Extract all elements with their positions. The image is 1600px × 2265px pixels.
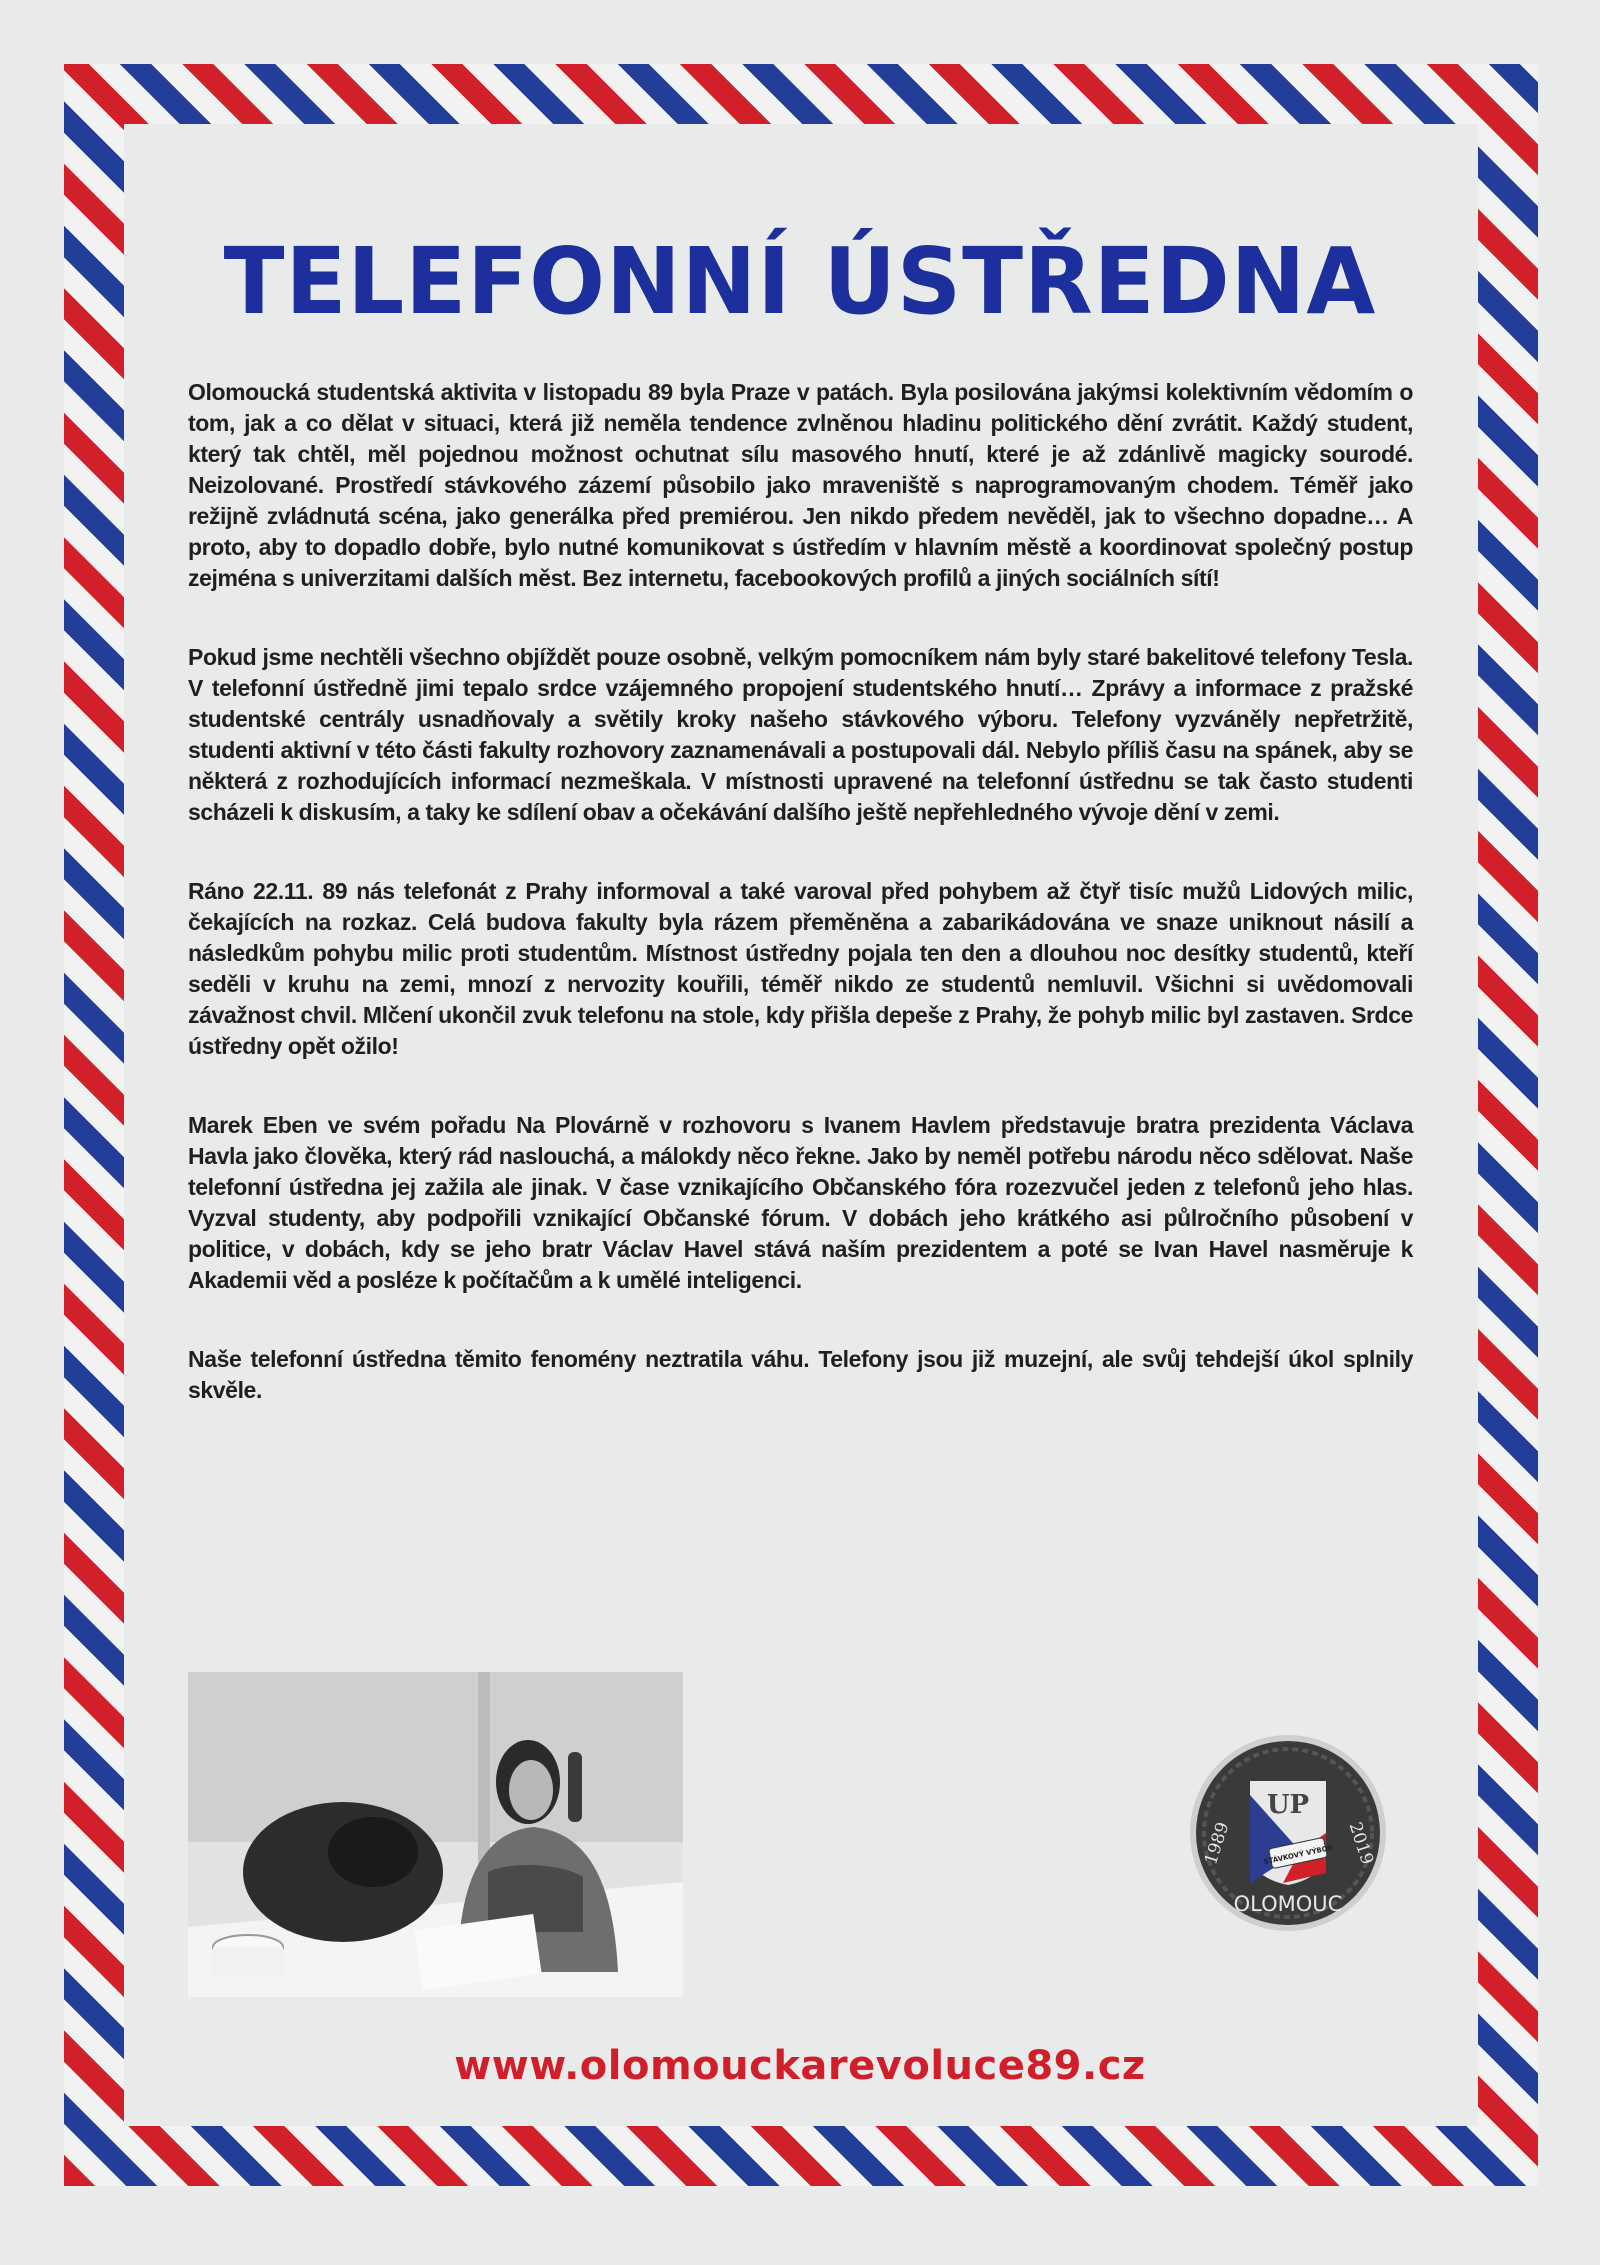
paragraph-4: Marek Eben ve svém pořadu Na Plovárně v rozhovoru s Ivanem Havlem představuje bratra prezidenta Václava Havla jako člověka, který rád naslouchá, a málokdy něco řekne. Jako by neměl potřebu národu něco sdělovat. Naše telefonní ústředna jej zažila ale jinak. V čase vznikajícího Občanského fóra rozezvučel jeden z telefonů jeho hlas. Vyzval studenty, aby podpořili vznikající Občanské fórum. V dobách jeho krátkého asi půlročního působení v politice, v dobách, kdy se jeho bratr Václav Havel stává naším prezidentem a poté se Ivan Havel nasměruje k Akademii věd a posléze k počítačům a k umělé inteligenci. [188,1112,1413,1293]
badge-year-left: 1989 [1201,1819,1234,1868]
svg-text:UP: UP [1266,1790,1310,1820]
paragraph-2: Pokud jsme nechtěli všechno objíždět pouze osobně, velkým pomocníkem nám byly staré bakelitové telefony Tesla. V telefonní ústředně jimi tepalo srdce vzájemného propojení studentského hnutí… Zprávy a informace z pražské studentské centrály usnadňovaly a světily kroky našeho stávkového výboru. Telefony vyzváněly nepřetržitě, studenti aktivní v této části fakulty rozhovory zaznamenávali a postupovali dál. Nebylo příliš času na spánek, aby se některá z rozhodujících informací nezmeškala. V místnosti upravené na telefonní ústřednu se tak často studenti scházeli k diskusím, a taky ke sdílení obav a očekávání dalšího ještě nepřehledného vývoje dění v zemi. [188,644,1413,825]
badge-year-right: 2019 [1344,1819,1377,1868]
badge-city: OLOMOUC [1233,1892,1343,1916]
paragraph-5: Naše telefonní ústředna těmito fenomény neztratila váhu. Telefony jsou již muzejní, ale svůj tehdejší úkol splnily skvěle. [188,1346,1413,1403]
badge-label: STÁVKOVÝ VÝBOR [1263,1843,1334,1867]
archival-photo [188,1672,683,1997]
paragraph-3: Ráno 22.11. 89 nás telefonát z Prahy informoval a také varoval před pohybem až čtyř tisíc mužů Lidových milic, čekajících na rozkaz. Celá budova fakulty byla rázem přeměněna a zabarikádována ve snaze uniknout násilí a následkům pohybu milic proti studentům. Místnost ústředny pojala ten den a dlouhou noc desítky studentů, kteří seděli v kruhu na zemi, mnozí z nervozity kouřili, téměř nikdo ze studentů nemluvil. Všichni si uvědomovali závažnost chvil. Mlčení ukončil zvuk telefonu na stole, kdy přišla depeše z Prahy, že pohyb milic byl zastaven. Srdce ústředny opět ožilo! [188,878,1413,1059]
strike-committee-badge [1188,1733,1388,1933]
website-url[interactable]: www.olomouckarevoluce89.cz [454,2043,1146,2089]
paragraph-1: Olomoucká studentská aktivita v listopadu 89 byla Praze v patách. Byla posilována jakýmsi kolektivním vědomím o tom, jak a co dělat v situaci, která již neměla tendence zvlněnou hladinu politického dění zvrátit. Každý student, který tak chtěl, měl pojednou možnost ochutnat sílu masového hnutí, které je až zdánlivě magicky sourodé. Neizolované. Prostředí stávkového zázemí působilo jako mraveniště s naprogramovaným chodem. Téměř jako režijně zvládnutá scéna, jako generálka před premiérou. Jen nikdo předem nevěděl, jak to všechno dopadne… A proto, aby to dopadlo dobře, bylo nutné komunikovat s ústředím v hlavním městě a koordinovat společný postup zejména s univerzitami dalších měst. Bez internetu, facebookových profilů a jiných sociálních sítí! [188,379,1413,591]
article-body [188,377,1413,1454]
page-title: TELEFONNÍ ÚSTŘEDNA [223,228,1377,335]
